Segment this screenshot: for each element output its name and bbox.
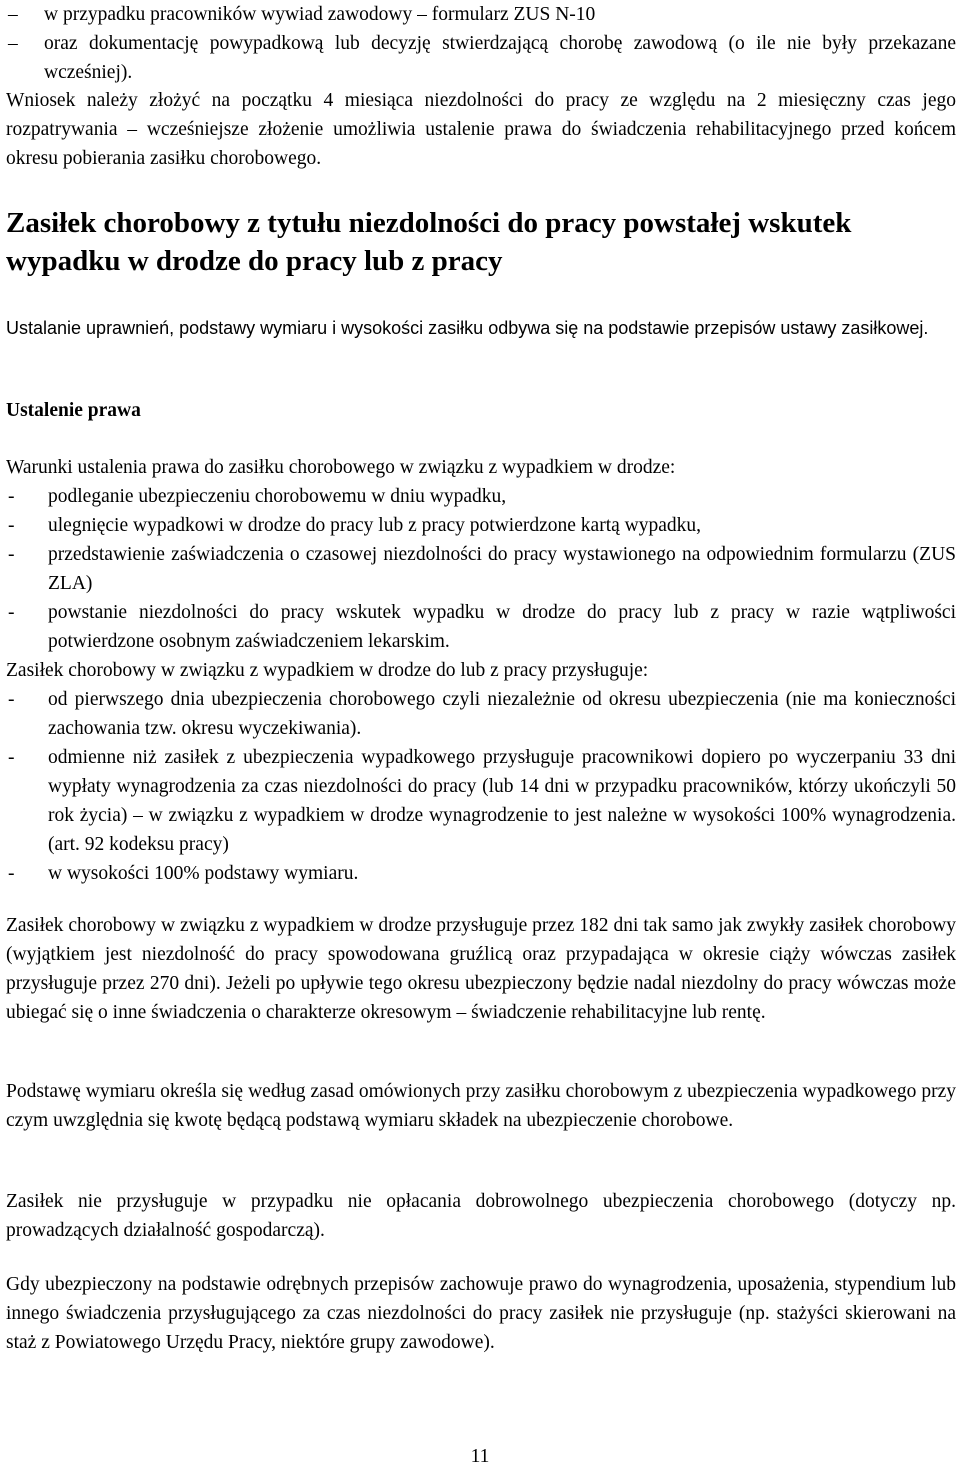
dash-marker: – [8, 4, 18, 25]
retained-pay-paragraph: Gdy ubezpieczony na podstawie odrębnych przepisów zachowuje prawo do wynagrodzenia, uposażenia, stypendium lub innego świadczenia przysługującego za czas niezdolności do pracy zasiłek nie przysługuje (np. stażyści skierowani na staż z Powiatowego Urzędu Pracy, niektóre grupy zawodowe). [6, 1274, 956, 1353]
list-item-text: powstanie niezdolności do pracy wskutek wypadku w drodze do pracy lub z pracy w razie wątpliwości potwierdzone osobnym zaświadczeniem lekarskim. [48, 602, 956, 652]
basis-paragraph: Podstawę wymiaru określa się według zasad omówionych przy zasiłku chorobowym z ubezpieczenia wypadkowego przy czym uwzględnia się kwotę będącą podstawą wymiaru składek na ubezpieczenie chorobowe. [6, 1081, 956, 1131]
duration-paragraph: Zasiłek chorobowy w związku z wypadkiem w drodze przysługuje przez 182 dni tak samo jak zwykły zasiłek chorobowy (wyjątkiem jest niezdolność do pracy spowodowana gruźlicą oraz przypadająca w okresie ciąży wówczas zasiłek przysługuje przez 270 dni). Jeżeli po upływie tego okresu ubezpieczony będzie nadal niezdolny do pracy wówczas może ubiegać się o inne świadczenia o charakterze okresowym – świadczenie rehabilitacyjne lub rentę. [6, 915, 956, 1023]
dash-marker: – [8, 33, 18, 54]
list-item [6, 511, 956, 540]
list-item-text: podleganie ubezpieczeniu chorobowemu w dniu wypadku, [48, 486, 507, 507]
conditions-list [6, 482, 956, 656]
list-item-text: w wysokości 100% podstawy wymiaru. [48, 863, 359, 884]
dash-marker: - [8, 486, 15, 507]
list-item-text: przedstawienie zaświadczenia o czasowej niezdolności do pracy wystawionego na odpowiednim formularzu (ZUS ZLA) [48, 544, 956, 594]
list-item-text: odmienne niż zasiłek z ubezpieczenia wypadkowego przysługuje pracownikowi dopiero po wyczerpaniu 33 dni wypłaty wynagrodzenia za czas niezdolności do pracy (lub 14 dni w przypadku pracowników, którzy ukończyli 50 rok życia) – w związku z wypadkiem w drodze wynagrodzenie to jest należne w wysokości 100% wynagrodzenia. (art. 92 kodeksu pracy) [48, 747, 956, 855]
list-item [6, 0, 956, 29]
list-item [6, 743, 956, 859]
list-item [6, 482, 956, 511]
dash-marker: - [8, 602, 15, 623]
list-item-text: w przypadku pracowników wywiad zawodowy – formularz ZUS N-10 [44, 4, 596, 25]
legal-basis-paragraph: Ustalanie uprawnień, podstawy wymiaru i wysokości zasiłku odbywa się na podstawie przepisów ustawy zasiłkowej. [6, 318, 929, 338]
conditions-intro: Warunki ustalenia prawa do zasiłku chorobowego w związku z wypadkiem w drodze: [6, 457, 676, 478]
entitlement-intro: Zasiłek chorobowy w związku z wypadkiem w drodze do lub z pracy przysługuje: [6, 660, 649, 681]
page-number: 11 [470, 1446, 490, 1467]
list-item [6, 29, 956, 87]
list-item-text: ulegnięcie wypadkowi w drodze do pracy lub z pracy potwierdzone kartą wypadku, [48, 515, 702, 536]
top-dash-list [6, 0, 956, 87]
list-item [6, 859, 956, 888]
dash-marker: - [8, 544, 15, 565]
exclusion-paragraph: Zasiłek nie przysługuje w przypadku nie opłacania dobrowolnego ubezpieczenia chorobowego (dotyczy np. prowadzących działalność gospodarczą). [6, 1191, 956, 1241]
list-item [6, 598, 956, 656]
list-item-text: oraz dokumentację powypadkową lub decyzję stwierdzającą chorobę zawodową (o ile nie były przekazane wcześniej). [44, 33, 956, 83]
dash-marker: - [8, 863, 15, 884]
dash-marker: - [8, 515, 15, 536]
dash-marker: - [8, 689, 15, 710]
list-item [6, 685, 956, 743]
subheading: Ustalenie prawa [6, 400, 141, 421]
intro-paragraph: Wniosek należy złożyć na początku 4 miesiąca niezdolności do pracy ze względu na 2 miesięczny czas jego rozpatrywania – wcześniejsze złożenie umożliwia ustalenie prawa do świadczenia rehabilitacyjnego przed końcem okresu pobierania zasiłku chorobowego. [6, 90, 956, 169]
entitlement-list [6, 685, 956, 888]
list-item [6, 540, 956, 598]
list-item-text: od pierwszego dnia ubezpieczenia chorobowego czyli niezależnie od okresu ubezpieczenia (nie ma konieczności zachowania tzw. okresu wyczekiwania). [48, 689, 956, 739]
dash-marker: - [8, 747, 15, 768]
section-heading: Zasiłek chorobowy z tytułu niezdolności do pracy powstałej wskutek wypadku w drodze do pracy lub z pracy [6, 207, 852, 277]
